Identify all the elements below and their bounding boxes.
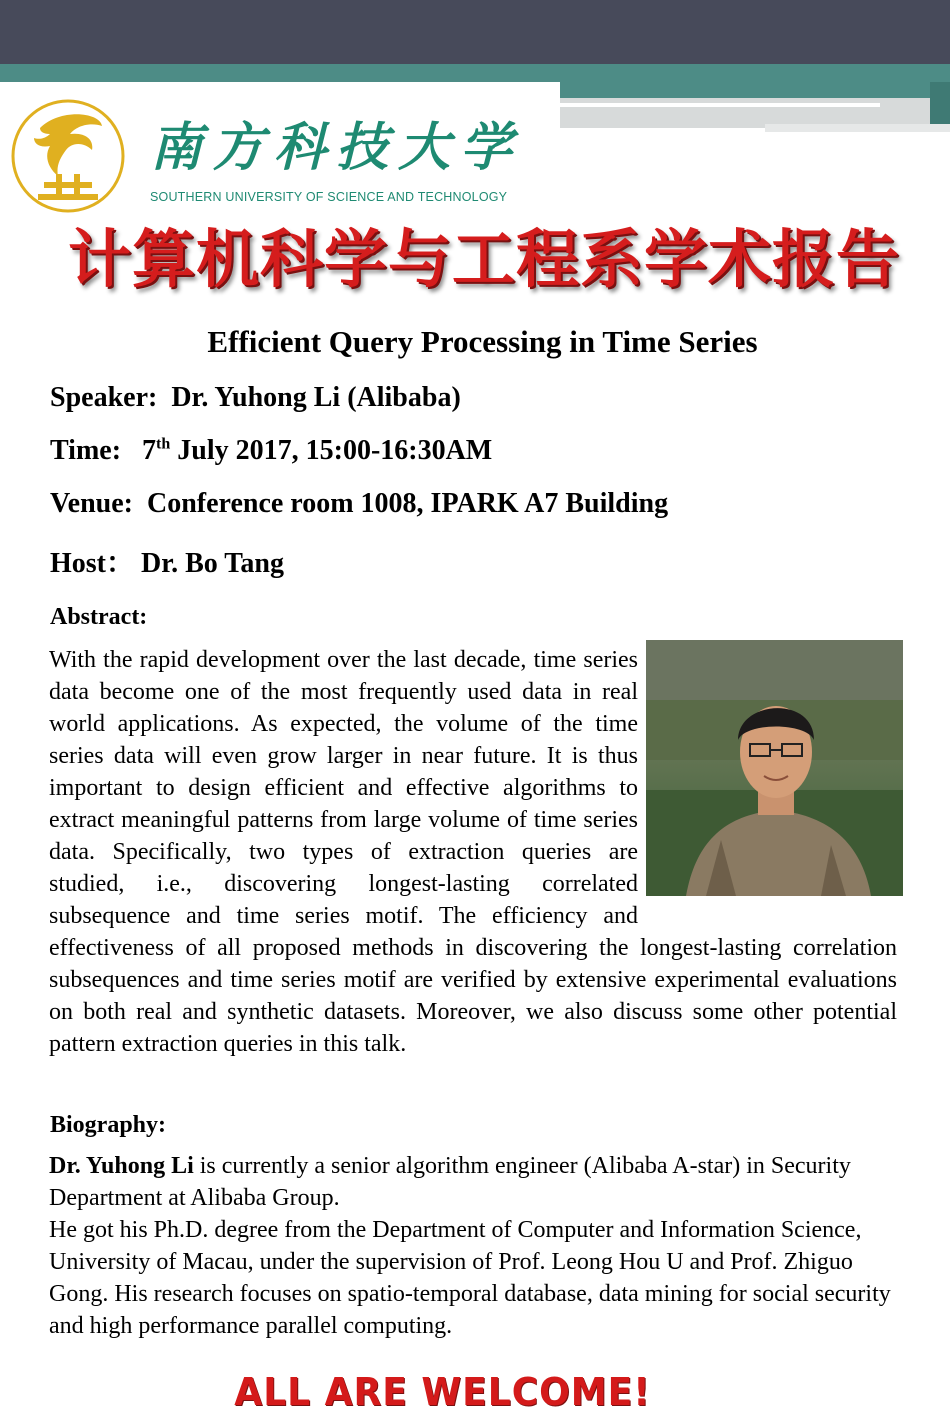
host-value: Dr. Bo Tang — [141, 548, 284, 579]
host-line — [50, 541, 284, 581]
time-label: Time: — [50, 435, 122, 466]
venue-line — [50, 488, 668, 520]
header-band-teal — [0, 64, 950, 82]
header-band-teal-right — [560, 82, 950, 98]
biography-paragraph-1 — [49, 1150, 909, 1214]
venue-value: Conference room 1008, IPARK A7 Building — [146, 488, 669, 519]
welcome-banner: ALL ARE WELCOME! — [234, 1370, 651, 1414]
logo-english-name: SOUTHERN UNIVERSITY OF SCIENCE AND TECHNOLOGY — [150, 190, 508, 204]
abstract-text: With the rapid development over the last decade, time series data become one of the most frequently used data in real world applications. As expected, the volume of the time series data will even grow larger in near future. It is thus important to design efficient and effective algorithms to extract meaningful patterns from large volume of time series data. Specifically, two types of extraction queries are studied, i.e., discovering longest-lasting correlated subsequence and time series motif. The efficiency and effectiveness of all proposed methods in discovering the longest-lasting correlation subsequences and time series motif are verified by extensive experimental evaluations on both real and synthetic datasets. Moreover, we also discuss some other potential pattern extraction queries in this talk. — [49, 647, 897, 1057]
time-line — [50, 435, 492, 467]
speaker-photo — [646, 640, 903, 896]
speaker-portrait-icon — [646, 640, 903, 896]
university-logo-icon — [10, 98, 126, 214]
header-band-line — [560, 103, 880, 107]
header-band-dark — [0, 0, 950, 64]
biography-heading: Biography: — [50, 1112, 167, 1138]
time-day-suffix: th — [156, 435, 171, 453]
biography-name: Dr. Yuhong Li — [49, 1153, 194, 1179]
abstract-block — [49, 644, 897, 1060]
venue-label: Venue: — [50, 488, 133, 519]
speaker-value: Dr. Yuhong Li (Alibaba) — [171, 382, 461, 413]
abstract-heading: Abstract: — [50, 604, 148, 630]
biography-block — [49, 1150, 909, 1342]
biography-line-1: is currently a senior algorithm engineer (Alibaba A-star) in Security Department at Alibaba Group. — [49, 1153, 851, 1211]
speaker-label: Speaker: — [50, 382, 158, 413]
header-band-edge — [930, 82, 950, 128]
time-value: July 2017, 15:00-16:30AM — [170, 435, 493, 466]
time-day: 7 — [142, 435, 157, 466]
logo-chinese-name: 南方科技大学 — [150, 117, 523, 178]
talk-title: Efficient Query Processing in Time Series — [207, 324, 758, 359]
speaker-line — [50, 382, 461, 414]
host-label: Host： — [50, 548, 135, 579]
biography-paragraph-2: He got his Ph.D. degree from the Department of Computer and Information Science, University of Macau, under the supervision of Prof. Leong Hou U and Prof. Zhiguo Gong. His research focuses on spatio-temporal database, data mining for social security and high performance parallel computing. — [49, 1217, 891, 1339]
header-band-gray-lower — [765, 124, 950, 132]
department-title: 计算机科学与工程系学术报告 — [68, 223, 900, 296]
